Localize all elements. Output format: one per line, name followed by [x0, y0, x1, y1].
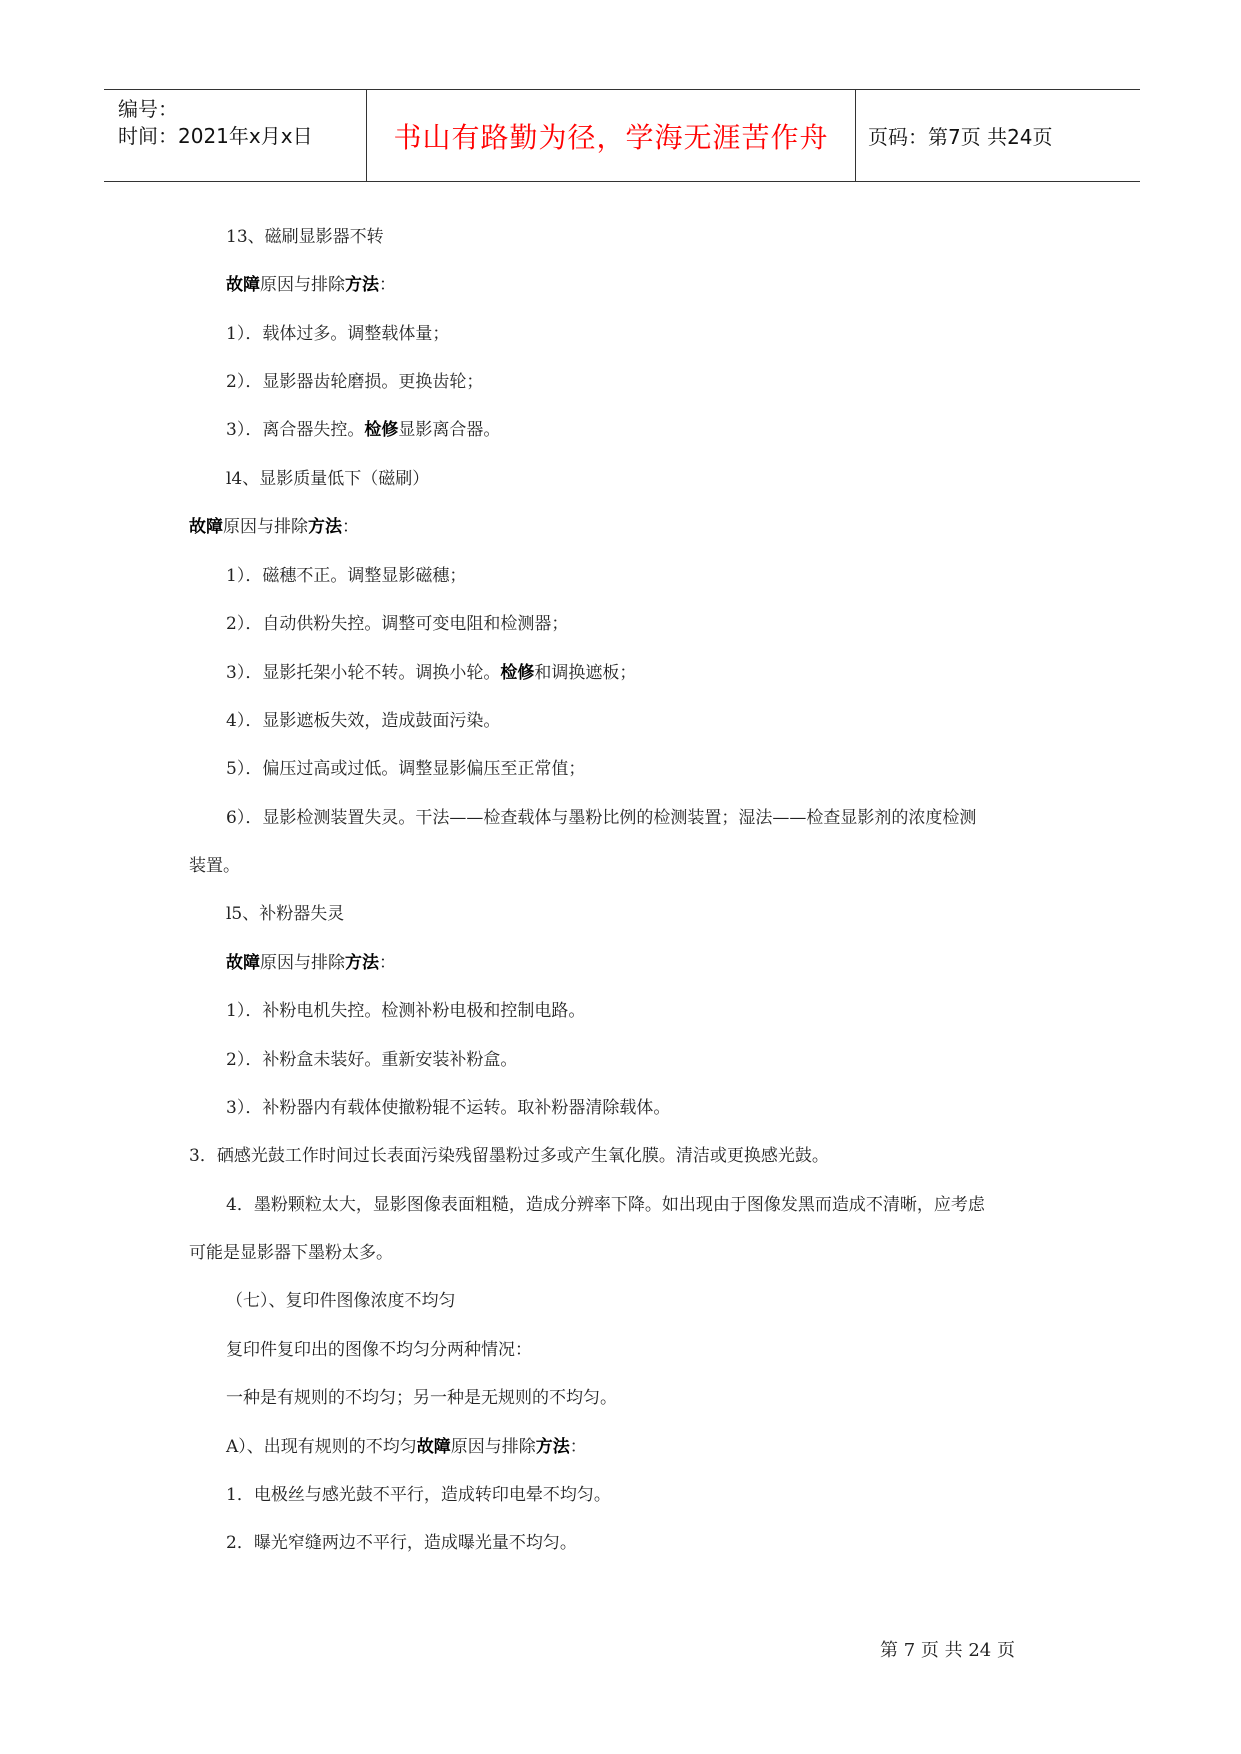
numbered-paragraph: 1．电极丝与感光鼓不平行，造成转印电晕不均匀。 — [226, 1485, 611, 1505]
bold-text: 方法 — [345, 953, 379, 973]
text-span: ： — [342, 517, 359, 537]
fault-method-heading — [226, 1436, 587, 1458]
section-heading: 13、磁刷显影器不转 — [226, 227, 384, 247]
section-heading: （七）、复印件图像浓度不均匀 — [226, 1291, 456, 1311]
header-meta-cell — [104, 90, 367, 181]
bold-text: 方法 — [308, 517, 342, 537]
bold-text: 故障 — [416, 1437, 451, 1457]
fault-method-heading — [189, 516, 359, 538]
numbered-paragraph: 4．墨粉颗粒太大，显影图像表面粗糙，造成分辨率下降。如出现由于图像发黑而造成不清晰，应考虑 — [226, 1195, 985, 1215]
list-item: 2）．显影器齿轮磨损。更换齿轮； — [226, 372, 484, 392]
paragraph-continuation: 可能是显影器下墨粉太多。 — [189, 1243, 393, 1263]
text-span: ： — [379, 275, 396, 295]
text-span: A）、出现有规则的不均匀 — [226, 1437, 417, 1457]
list-item: 2）．自动供粉失控。调整可变电阻和检测器； — [226, 614, 569, 634]
text-span: 原因与排除 — [260, 275, 345, 295]
list-item: 3）．补粉器内有载体使撤粉辊不运转。取补粉器清除载体。 — [226, 1098, 671, 1118]
numbered-paragraph: 3．硒感光鼓工作时间过长表面污染残留墨粉过多或产生氧化膜。清洁或更换感光鼓。 — [189, 1146, 829, 1166]
text-span: 原因与排除 — [450, 1437, 536, 1457]
motto-text: 书山有路勤为径，学海无涯苦作舟 — [393, 120, 829, 154]
list-item: 1）．补粉电机失控。检测补粉电极和控制电路。 — [226, 1001, 586, 1021]
section-heading: l5、补粉器失灵 — [226, 904, 345, 924]
list-item: 6）．显影检测装置失灵。干法——检查载体与墨粉比例的检测装置；湿法——检查显影剂的浓度检测 — [226, 808, 977, 828]
list-item: 2）．补粉盒未装好。重新安装补粉盒。 — [226, 1050, 518, 1070]
bold-text: 方法 — [535, 1437, 570, 1457]
text-span: 3）．离合器失控。 — [226, 420, 365, 440]
list-item: 1）．载体过多。调整载体量； — [226, 324, 450, 344]
document-number-label: 编号： — [118, 97, 178, 121]
fault-method-heading — [226, 274, 396, 296]
bold-text: 故障 — [189, 517, 223, 537]
document-time-label: 时间：2021年x月x日 — [118, 124, 313, 148]
bold-text: 方法 — [345, 275, 379, 295]
list-item — [226, 419, 500, 441]
header-page-cell — [856, 90, 1140, 181]
bold-text: 检修 — [364, 420, 399, 440]
paragraph: 一种是有规则的不均匀；另一种是无规则的不均匀。 — [226, 1388, 617, 1408]
paragraph: 复印件复印出的图像不均匀分两种情况： — [226, 1340, 532, 1360]
section-heading: l4、显影质量低下（磁刷） — [226, 469, 430, 489]
header-motto-cell — [367, 90, 856, 181]
bold-text: 故障 — [226, 953, 260, 973]
text-span: 3）．显影托架小轮不转。调换小轮。 — [226, 663, 501, 683]
text-span: 原因与排除 — [260, 953, 345, 973]
text-span: 原因与排除 — [223, 517, 308, 537]
paragraph-continuation: 装置。 — [189, 856, 240, 876]
text-span: 显影离合器。 — [398, 420, 501, 440]
text-span: 和调换遮板； — [534, 663, 637, 683]
header-page-info: 页码：第7页 共24页 — [868, 125, 1053, 149]
list-item — [226, 662, 636, 684]
list-item: 5）．偏压过高或过低。调整显影偏压至正常值； — [226, 759, 586, 779]
fault-method-heading — [226, 952, 396, 974]
text-span: ： — [569, 1437, 587, 1457]
text-span: ： — [379, 953, 396, 973]
header-table — [104, 89, 1140, 182]
list-item: 1）．磁穗不正。调整显影磁穗； — [226, 566, 467, 586]
bold-text: 检修 — [500, 663, 535, 683]
bold-text: 故障 — [226, 275, 260, 295]
numbered-paragraph: 2．曝光窄缝两边不平行，造成曝光量不均匀。 — [226, 1533, 577, 1553]
list-item: 4）．显影遮板失效，造成鼓面污染。 — [226, 711, 501, 731]
page-footer: 第 7 页 共 24 页 — [880, 1640, 1015, 1661]
